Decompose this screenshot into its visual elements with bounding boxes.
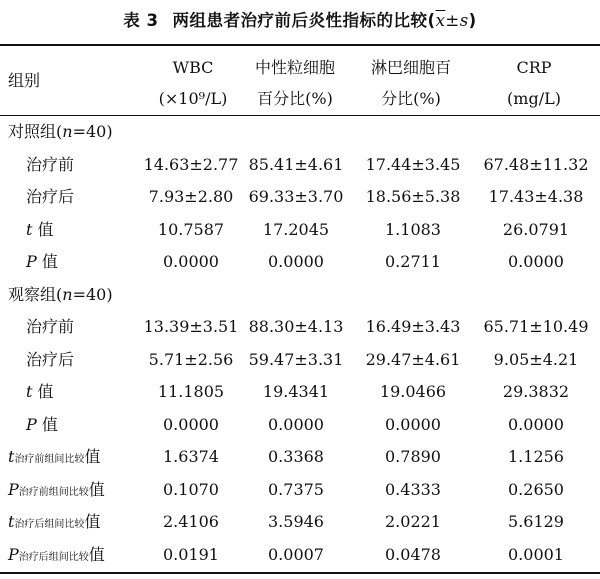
- row-label-symbol: P: [8, 479, 19, 499]
- row-label-suffix: 值: [84, 512, 101, 531]
- row-label-text: 治疗前: [26, 154, 75, 174]
- row-label-symbol: t: [8, 447, 15, 466]
- row-label-suffix: 值: [88, 479, 105, 499]
- row-label-text: 观察组(: [8, 284, 63, 304]
- table-cell: 16.49±3.43: [365, 317, 461, 336]
- table-cell: 17.43±4.38: [488, 187, 584, 206]
- table-cell: 11.1805: [157, 382, 225, 401]
- row-label: [8, 279, 113, 312]
- header-col-lymphocyte: [356, 52, 466, 114]
- section-row: [0, 279, 600, 312]
- table-row: [0, 506, 600, 539]
- table-cell: 0.0000: [385, 414, 441, 434]
- table-caption: [0, 10, 600, 32]
- row-label: [26, 214, 54, 247]
- table-row: [0, 149, 600, 182]
- row-label-subscript: 治疗前组间比较: [14, 454, 85, 465]
- table-cell: 2.0221: [385, 512, 441, 531]
- table-cell: 0.7375: [268, 479, 324, 499]
- row-label-subscript: 治疗后组间比较: [14, 519, 85, 530]
- header-col-line1: WBC: [172, 58, 214, 77]
- header-col-neutrophil: [240, 52, 350, 114]
- notation-close: ): [468, 11, 477, 30]
- row-label: [26, 149, 74, 182]
- table-row: [0, 474, 600, 507]
- table-row: [0, 311, 600, 344]
- row-label: [26, 246, 58, 279]
- table-cell: 67.48±11.32: [483, 154, 589, 174]
- table-cell: 0.0000: [268, 414, 324, 434]
- row-label-symbol: n: [62, 284, 73, 304]
- table-row: [0, 409, 600, 442]
- notation-s: s: [459, 11, 469, 30]
- table-cell: 29.3832: [502, 382, 570, 401]
- table-cell: 1.1083: [385, 219, 441, 239]
- notation-xbar: $\overline{x}$: [435, 11, 446, 30]
- table-cell: 17.44±3.45: [365, 154, 461, 174]
- table-cell: 85.41±4.61: [248, 154, 344, 174]
- table-row: [0, 539, 600, 572]
- row-label-suffix: 值: [84, 447, 101, 466]
- row-label: [8, 539, 105, 575]
- table-row: [0, 376, 600, 409]
- table-row: [0, 441, 600, 474]
- row-label-suffix: 值: [32, 382, 54, 401]
- header-col-line1: 中性粒细胞: [254, 58, 335, 77]
- table-cell: 0.0000: [163, 414, 219, 434]
- row-label: [26, 311, 74, 344]
- row-label-text: 对照组(: [8, 122, 63, 141]
- table-row: [0, 214, 600, 247]
- header-col-line1: CRP: [516, 58, 552, 77]
- row-label-suffix: 值: [36, 252, 58, 271]
- table-cell: 0.0000: [268, 252, 324, 271]
- bottom-rule: [0, 572, 600, 574]
- header-col-wbc: [142, 52, 244, 114]
- row-label: [26, 409, 58, 442]
- table-cell: 26.0791: [502, 219, 570, 239]
- row-label-suffix: 值: [36, 414, 58, 434]
- table-cell: 0.7890: [385, 447, 441, 466]
- table-cell: 0.3368: [268, 447, 324, 466]
- row-label: [8, 506, 100, 542]
- table-cell: 0.0000: [508, 414, 564, 434]
- table-cell: 10.7587: [157, 219, 225, 239]
- table-cell: 88.30±4.13: [248, 317, 344, 336]
- row-label-text: 治疗前: [26, 317, 75, 336]
- table-cell: 7.93±2.80: [148, 187, 234, 206]
- header-col-line2: 分比(%): [381, 89, 441, 108]
- header-col-line2: (×10⁹/L): [158, 89, 228, 108]
- table-cell: 29.47±4.61: [365, 349, 461, 369]
- row-label-suffix: 值: [88, 544, 105, 564]
- header-col-line2: (mg/L): [507, 89, 561, 108]
- table-cell: 0.0007: [268, 544, 324, 564]
- table-cell: 0.1070: [163, 479, 219, 499]
- row-label-symbol: P: [26, 414, 37, 434]
- table-row: [0, 344, 600, 377]
- row-label-symbol: n: [62, 122, 73, 141]
- table-cell: 0.4333: [385, 479, 441, 499]
- row-label-suffix: =40): [72, 122, 113, 141]
- table-cell: 17.2045: [262, 219, 330, 239]
- row-label-symbol: P: [8, 544, 19, 564]
- table-cell: 0.0000: [508, 252, 564, 271]
- row-label: [26, 376, 54, 409]
- row-label: [26, 344, 74, 377]
- table-cell: 18.56±5.38: [365, 187, 461, 206]
- table-cell: 0.0001: [508, 544, 564, 564]
- row-label: [26, 181, 74, 214]
- notation-open: (: [427, 11, 436, 30]
- table-cell: 59.47±3.31: [248, 349, 344, 369]
- row-label-subscript: 治疗前组间比较: [18, 486, 89, 498]
- header-col-crp: [478, 52, 590, 114]
- section-row: [0, 116, 600, 149]
- table-cell: 0.0478: [385, 544, 441, 564]
- header-col-line2: 百分比(%): [257, 89, 333, 108]
- table-cell: 2.4106: [163, 512, 219, 531]
- table-row: [0, 246, 600, 279]
- row-label-text: 治疗后: [26, 187, 75, 206]
- notation-pm: ±: [445, 11, 460, 30]
- row-label: [8, 474, 105, 510]
- table-cell: 3.5946: [268, 512, 324, 531]
- table-cell: 0.0191: [163, 544, 219, 564]
- row-label-symbol: t: [26, 382, 33, 401]
- row-label-symbol: t: [26, 219, 33, 239]
- header-group-label: 组别: [8, 71, 41, 90]
- row-label: [8, 441, 100, 477]
- row-label: [8, 116, 113, 149]
- table-cell: 69.33±3.70: [248, 187, 344, 206]
- table-cell: 14.63±2.77: [143, 154, 239, 174]
- table-cell: 65.71±10.49: [483, 317, 589, 336]
- header-col-line1: 淋巴细胞百: [370, 58, 451, 77]
- table-cell: 5.71±2.56: [148, 349, 234, 369]
- table-cell: 9.05±4.21: [493, 349, 579, 369]
- table-cell: 1.1256: [508, 447, 564, 466]
- table-cell: 1.6374: [163, 447, 219, 466]
- row-label-symbol: t: [8, 512, 15, 531]
- table-cell: 13.39±3.51: [143, 317, 239, 336]
- top-rule: [0, 44, 600, 46]
- table-cell: 5.6129: [508, 512, 564, 531]
- table-row: [0, 181, 600, 214]
- table-cell: 0.0000: [163, 252, 219, 271]
- table-cell: 0.2650: [508, 479, 564, 499]
- row-label-symbol: P: [26, 252, 37, 271]
- table-cell: 19.4341: [262, 382, 330, 401]
- table-cell: 19.0466: [379, 382, 447, 401]
- table-title: 两组患者治疗前后炎性指标的比较: [172, 11, 428, 30]
- row-label-subscript: 治疗后组间比较: [18, 551, 89, 563]
- row-label-suffix: 值: [32, 219, 54, 239]
- row-label-suffix: =40): [72, 284, 113, 304]
- row-label-text: 治疗后: [26, 349, 75, 369]
- table-number: 表 3: [123, 11, 159, 30]
- table-cell: 0.2711: [385, 252, 441, 271]
